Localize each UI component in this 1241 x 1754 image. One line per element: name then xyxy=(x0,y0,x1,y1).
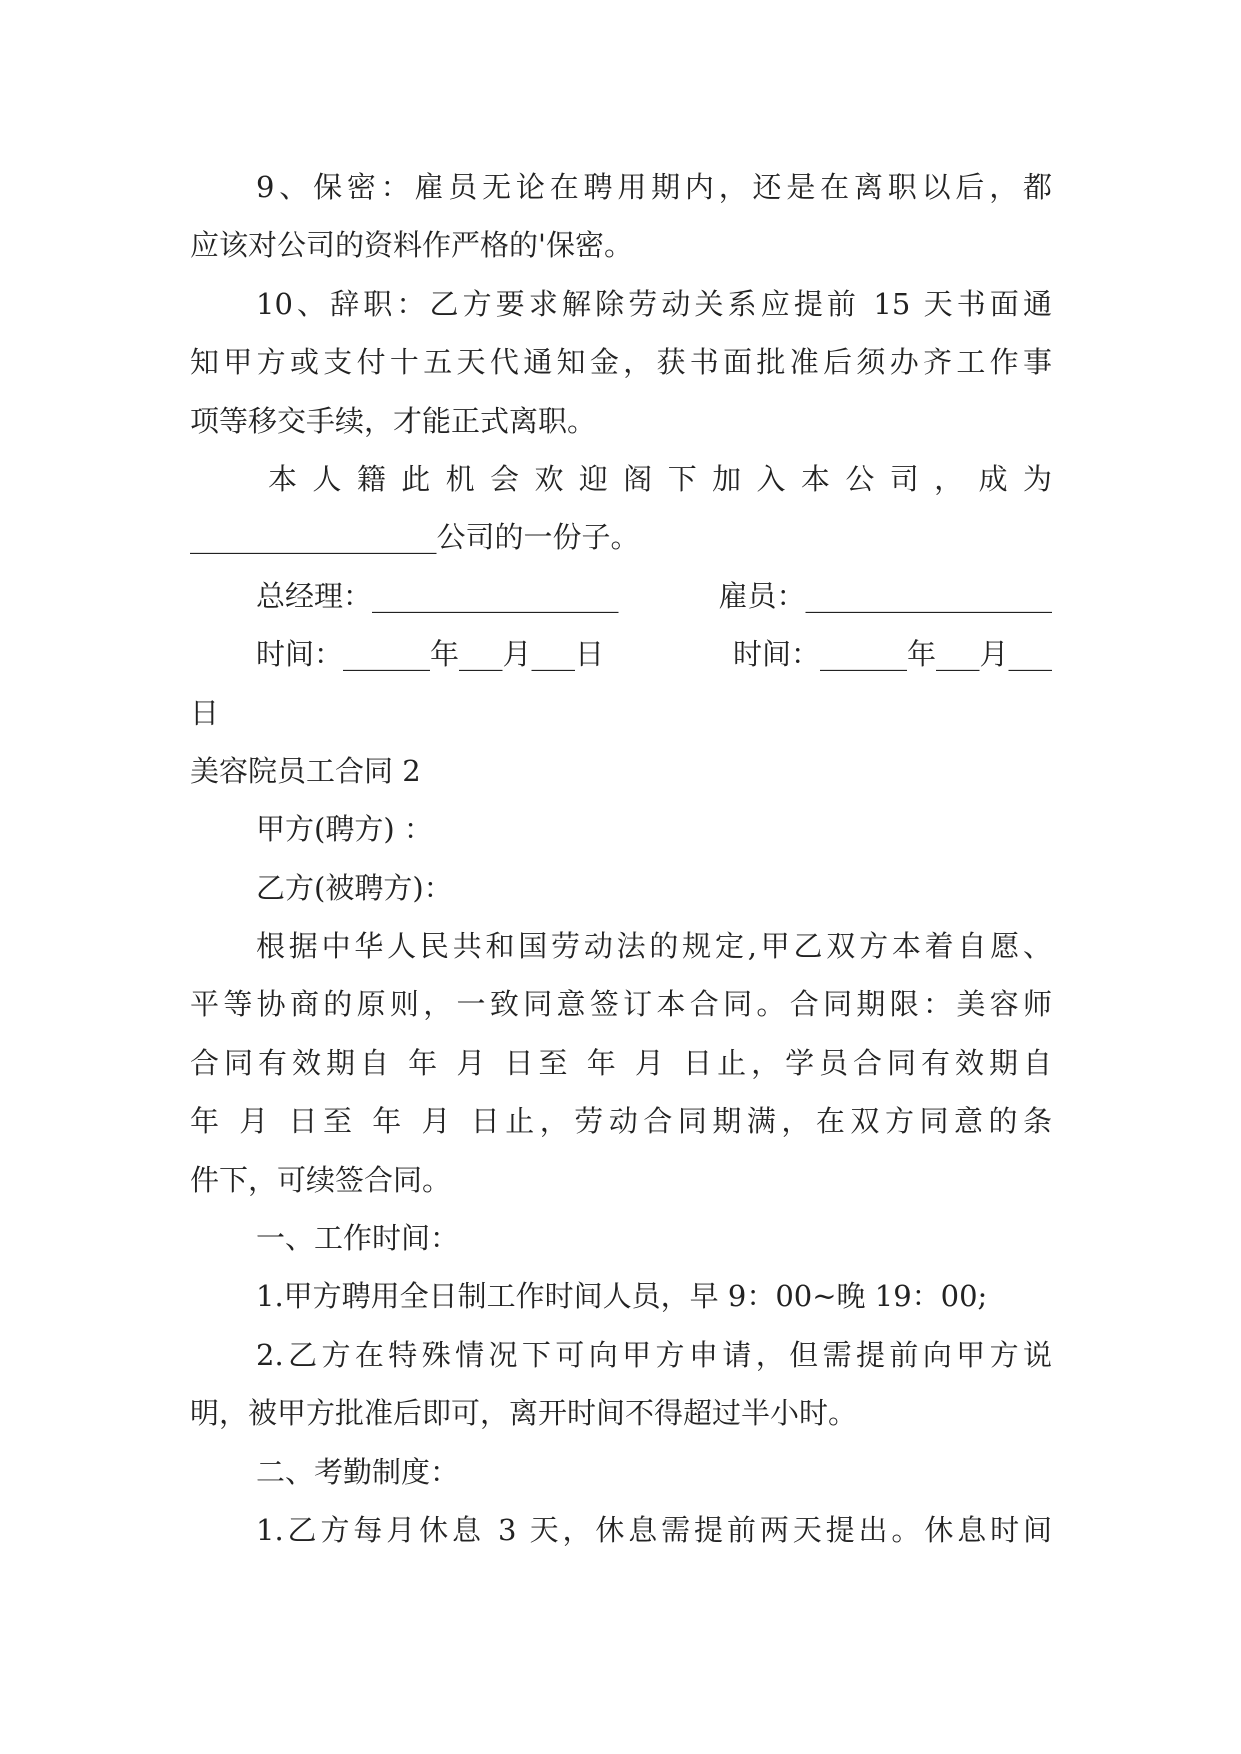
welcome-line-1: 本人籍此机会欢迎阁下加入本公司，成为 xyxy=(268,461,1052,496)
clause-10-line-1: 10、辞职：乙方要求解除劳动关系应提前 15 天书面通 xyxy=(256,286,1052,321)
heading-work-hours: 一、工作时间： xyxy=(256,1221,460,1256)
clause-10-line-3: 项等移交手续，才能正式离职。 xyxy=(190,403,597,438)
party-a: 甲方(聘方) ： xyxy=(256,812,433,847)
work-hours-item-1: 1.甲方聘用全日制工作时间人员，早 9：00~晚 19：00; xyxy=(256,1279,988,1314)
clause-9-line-1: 9、保密：雇员无论在聘用期内，还是在离职以后，都 xyxy=(256,170,1052,204)
welcome-line-2: _________________公司的一份子。 xyxy=(190,520,640,555)
date-row xyxy=(190,625,1052,683)
clause-9-line-2: 应该对公司的资料作严格的'保密。 xyxy=(190,228,633,263)
preamble-line-3: 合同有效期自 年 月 日至 年 月 日止，学员合同有效期自 xyxy=(190,1045,1052,1080)
contract-page xyxy=(190,158,1052,1559)
work-hours-item-2-line-2: 明，被甲方批准后即可，离开时间不得超过半小时。 xyxy=(190,1396,858,1431)
attendance-item-1: 1.乙方每月休息 3 天，休息需提前两天提出。休息时间 xyxy=(256,1512,1052,1547)
preamble-line-4: 年 月 日至 年 月 日止，劳动合同期满，在双方同意的条 xyxy=(190,1104,1052,1139)
employee-signature: 雇员：_________________ xyxy=(718,578,1052,613)
signature-row xyxy=(190,567,1052,625)
clause-10-line-2: 知甲方或支付十五天代通知金，获书面批准后须办齐工作事 xyxy=(190,345,1052,380)
manager-signature: 总经理：_________________ xyxy=(256,578,619,613)
employee-date: 时间：______年___月___ xyxy=(732,637,1052,672)
work-hours-item-2-line-1: 2.乙方在特殊情况下可向甲方申请，但需提前向甲方说 xyxy=(256,1337,1052,1372)
manager-date: 时间：______年___月___日 xyxy=(256,637,605,672)
preamble-line-5: 件下，可续签合同。 xyxy=(190,1162,452,1197)
preamble-line-1: 根据中华人民共和国劳动法的规定,甲乙双方本着自愿、 xyxy=(256,929,1052,964)
heading-attendance: 二、考勤制度： xyxy=(256,1454,460,1489)
party-b: 乙方(被聘方)： xyxy=(256,870,453,905)
date-day-wrap: 日 xyxy=(190,695,220,730)
section-title: 美容院员工合同 2 xyxy=(190,753,421,788)
preamble-line-2: 平等协商的原则，一致同意签订本合同。合同期限：美容师 xyxy=(190,987,1052,1022)
